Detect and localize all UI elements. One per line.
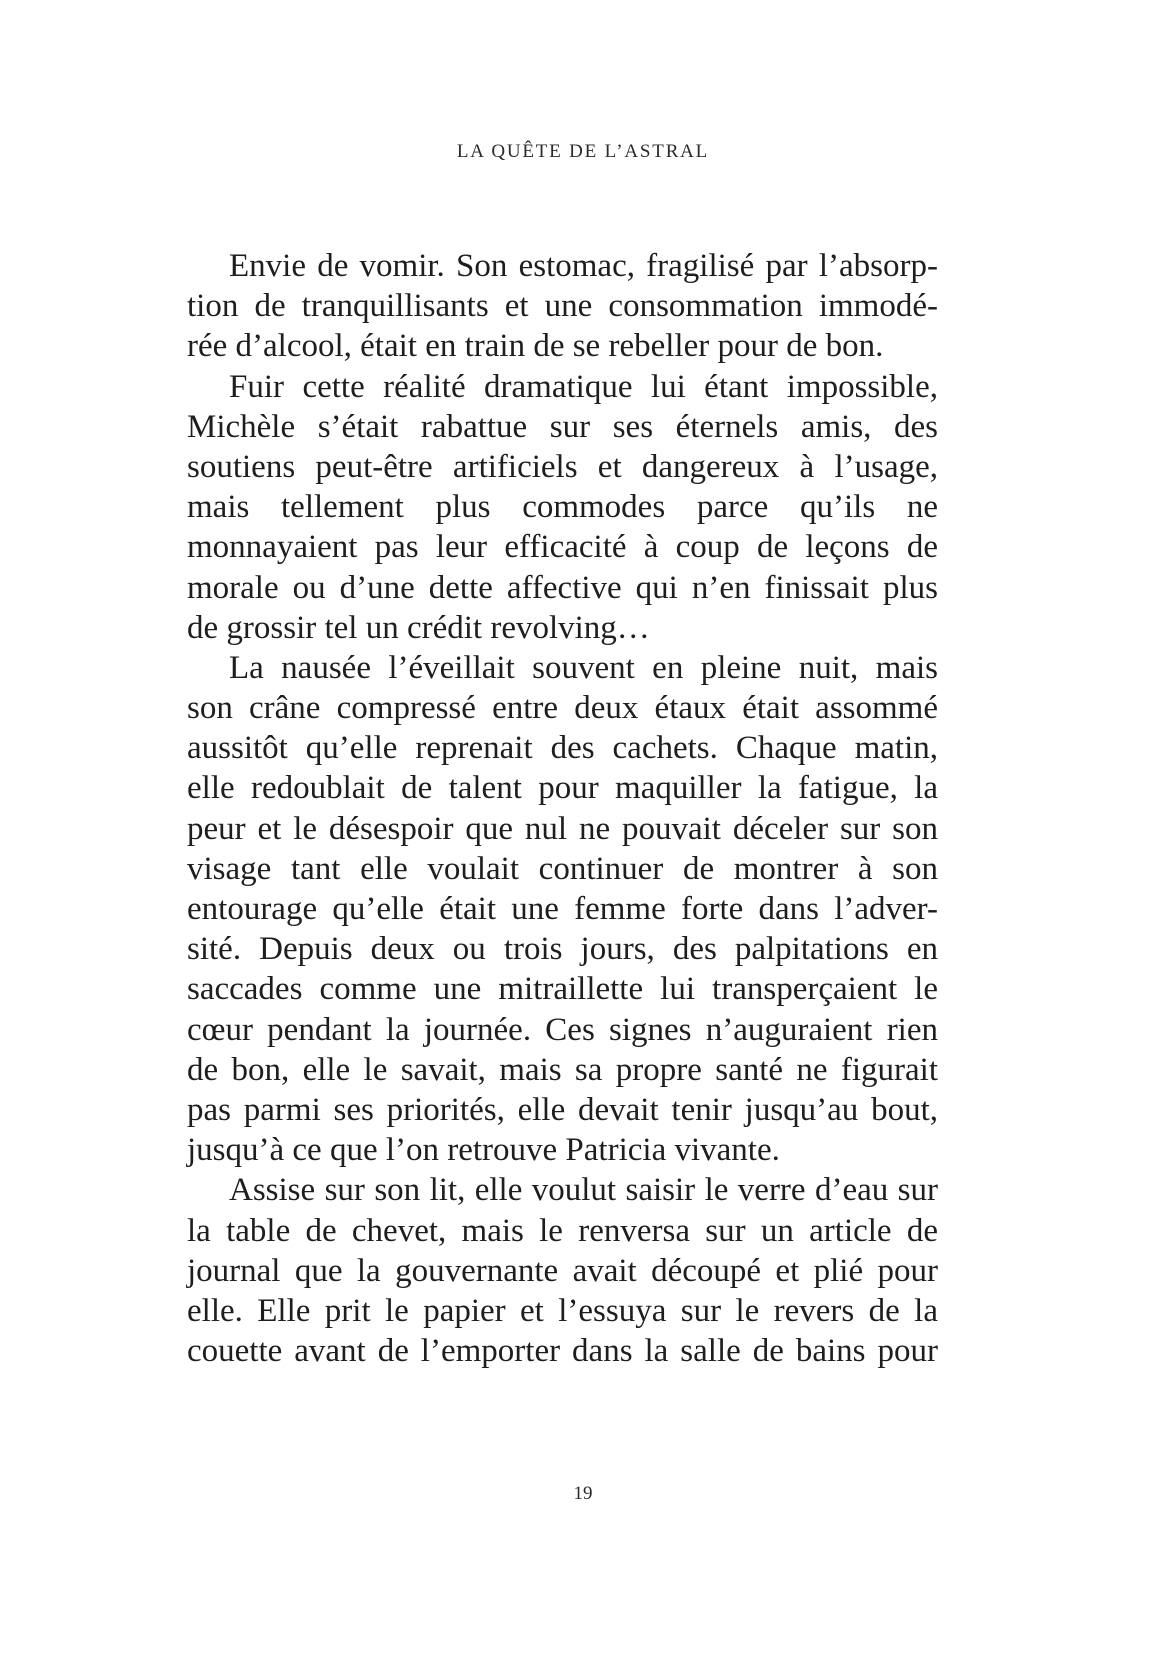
body-text xyxy=(187,246,938,1371)
text-line: de bon, elle le savait, mais sa propre santé ne figurait xyxy=(187,1051,938,1088)
text-line: tion de tranquillisants et une consommation immodé- xyxy=(187,288,938,325)
text-line: La nausée l’éveillait souvent en pleine nuit, mais xyxy=(229,649,938,686)
text-line: couette avant de l’emporter dans la salle de bains pour xyxy=(187,1333,938,1370)
text-line: monnayaient pas leur efficacité à coup de leçons de xyxy=(187,529,938,566)
text-line: elle. Elle prit le papier et l’essuya sur le revers de la xyxy=(187,1292,938,1329)
text-line: morale ou d’une dette affective qui n’en finissait plus xyxy=(187,569,938,606)
text-line: visage tant elle voulait continuer de montrer à son xyxy=(187,850,938,887)
text-line: Fuir cette réalité dramatique lui étant impossible, xyxy=(229,368,938,405)
text-line: aussitôt qu’elle reprenait des cachets. Chaque matin, xyxy=(187,730,938,767)
text-line: journal que la gouvernante avait découpé et plié pour xyxy=(187,1252,938,1289)
text-line: entourage qu’elle était une femme forte dans l’adver- xyxy=(187,891,938,927)
text-line: Michèle s’était rabattue sur ses éternels amis, des xyxy=(187,408,938,445)
text-line: pas parmi ses priorités, elle devait tenir jusqu’au bout, xyxy=(187,1091,938,1128)
text-line: Envie de vomir. Son estomac, fragilisé par l’absorp- xyxy=(229,248,938,284)
text-line: elle redoublait de talent pour maquiller la fatigue, la xyxy=(187,770,938,807)
text-line: peur et le désespoir que nul ne pouvait déceler sur son xyxy=(187,810,938,847)
text-line: mais tellement plus commodes parce qu’ils ne xyxy=(187,489,938,526)
text-line: son crâne compressé entre deux étaux était assommé xyxy=(187,690,938,727)
text-line: rée d’alcool, était en train de se rebeller pour de bon. xyxy=(187,328,884,365)
page-number: 19 xyxy=(573,1483,593,1504)
running-header: LA QUÊTE DE L’ASTRAL xyxy=(456,141,710,162)
text-line: la table de chevet, mais le renversa sur un article de xyxy=(187,1212,938,1249)
text-line: jusqu’à ce que l’on retrouve Patricia vivante. xyxy=(187,1132,780,1169)
text-line: saccades comme une mitraillette lui transperçaient le xyxy=(187,971,938,1008)
text-line: sité. Depuis deux ou trois jours, des palpitations en xyxy=(187,931,938,968)
text-line: Assise sur son lit, elle voulut saisir le verre d’eau sur xyxy=(229,1172,938,1209)
text-line: soutiens peut-être artificiels et dangereux à l’usage, xyxy=(187,448,938,485)
text-line: de grossir tel un crédit revolving… xyxy=(187,609,650,646)
text-line: cœur pendant la journée. Ces signes n’auguraient rien xyxy=(187,1011,938,1048)
